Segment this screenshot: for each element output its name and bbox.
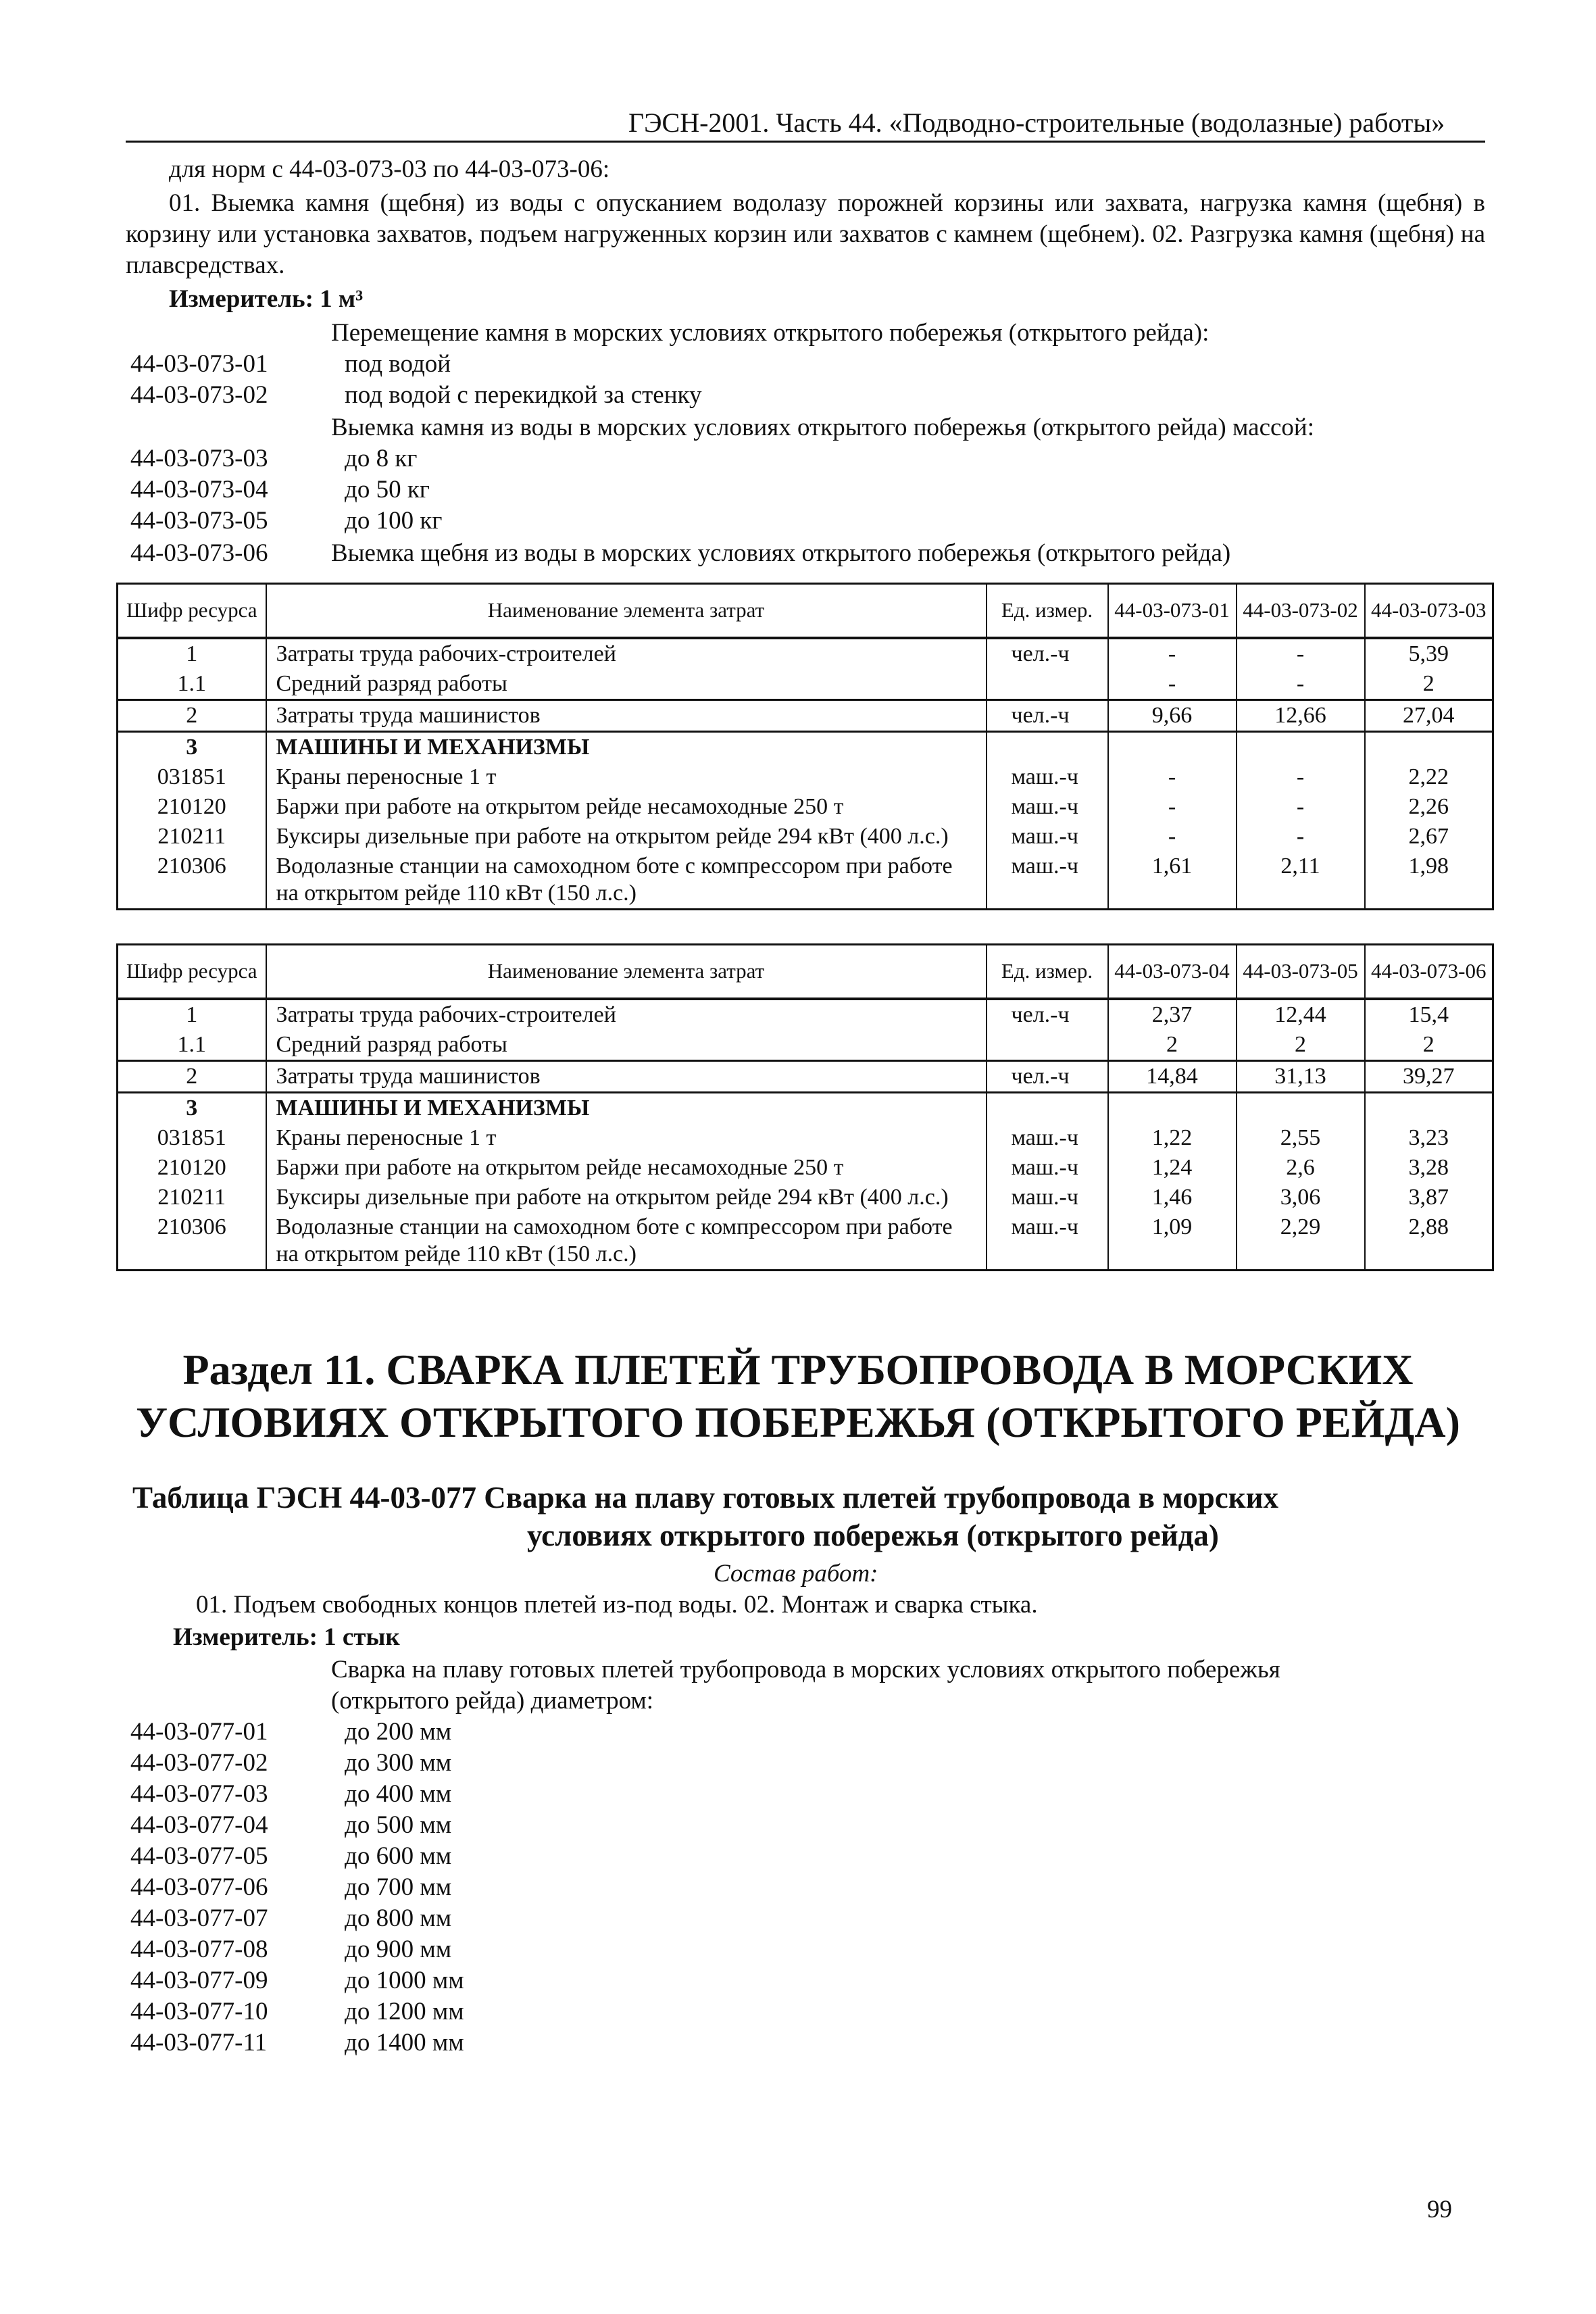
table-title-line1: Таблица ГЭСН 44-03-077 Сварка на плаву готовых плетей трубопровода в морских (132, 1481, 1279, 1515)
header-unit: Ед. измер. (987, 584, 1108, 638)
norm-text: до 800 мм (345, 1904, 452, 1932)
norm-value (1365, 731, 1493, 762)
table-row (118, 1212, 1493, 1271)
norm-code: 44-03-073-02 (130, 381, 268, 409)
resource-code: 2 (118, 1060, 266, 1092)
resource-code: 1 (118, 999, 266, 1030)
header-norm-column: 44-03-073-01 (1108, 584, 1237, 638)
norm-text: Выемка щебня из воды в морских условиях открытого побережья (открытого рейда) (331, 539, 1231, 567)
resource-code: 3 (118, 731, 266, 762)
norm-value: 2 (1237, 1030, 1365, 1061)
header-norm-column: 44-03-073-04 (1108, 945, 1237, 999)
unit: маш.-ч (987, 1153, 1108, 1183)
resource-code: 1 (118, 638, 266, 669)
resource-code: 1.1 (118, 1030, 266, 1061)
table-row (118, 762, 1493, 792)
norm-code: 44-03-073-05 (130, 507, 268, 535)
norm-code: 44-03-077-07 (130, 1904, 268, 1932)
unit: чел.-ч (987, 1060, 1108, 1092)
table-row (118, 731, 1493, 762)
norm-code: 44-03-073-01 (130, 350, 268, 378)
norm-value: 9,66 (1108, 699, 1237, 731)
group-title-line2: (открытого рейда) диаметром: (331, 1687, 654, 1715)
norm-value: 2 (1108, 1030, 1237, 1061)
norm-value: 3,23 (1365, 1123, 1493, 1153)
unit: маш.-ч (987, 762, 1108, 792)
norm-text: до 100 кг (345, 507, 443, 535)
norm-value: 39,27 (1365, 1060, 1493, 1092)
table-title-line2: условиях открытого побережья (открытого рейда) (527, 1519, 1219, 1552)
norm-code: 44-03-077-09 (130, 1967, 268, 1994)
unit: маш.-ч (987, 1212, 1108, 1271)
norm-code: 44-03-077-11 (130, 2029, 268, 2057)
cost-element: Затраты труда рабочих-строителей (266, 999, 987, 1030)
group-title-line1: Сварка на плаву готовых плетей трубопровода в морских условиях открытого побережья (331, 1656, 1280, 1683)
norm-value: 15,4 (1365, 999, 1493, 1030)
cost-element: Краны переносные 1 т (266, 1123, 987, 1153)
resource-code: 3 (118, 1092, 266, 1123)
table-row (118, 1030, 1493, 1061)
norm-text: до 600 мм (345, 1842, 452, 1870)
measure-unit: Измеритель: 1 м³ (169, 285, 364, 313)
norm-code: 44-03-077-06 (130, 1873, 268, 1901)
header-cost-element: Наименование элемента затрат (266, 945, 987, 999)
cost-element: Затраты труда машинистов (266, 1060, 987, 1092)
cost-element: Средний разряд работы (266, 669, 987, 700)
unit: маш.-ч (987, 792, 1108, 822)
norm-text: до 700 мм (345, 1873, 452, 1901)
norm-code: 44-03-077-03 (130, 1780, 268, 1808)
resource-code: 210120 (118, 1153, 266, 1183)
resource-code: 031851 (118, 762, 266, 792)
resource-code: 2 (118, 699, 266, 731)
norm-code: 44-03-077-05 (130, 1842, 268, 1870)
norm-text: до 200 мм (345, 1718, 452, 1746)
table-row (118, 852, 1493, 910)
group2-title: Выемка камня из воды в морских условиях открытого побережья (открытого рейда) массой: (331, 414, 1315, 441)
norm-value: 14,84 (1108, 1060, 1237, 1092)
header-norm-column: 44-03-073-05 (1237, 945, 1365, 999)
norm-text: до 1200 мм (345, 1998, 464, 2025)
table-row (118, 1060, 1493, 1092)
norm-value (1365, 1092, 1493, 1123)
norm-value: - (1108, 762, 1237, 792)
norm-value: 2,55 (1237, 1123, 1365, 1153)
norm-value: 12,44 (1237, 999, 1365, 1030)
norm-code: 44-03-077-01 (130, 1718, 268, 1746)
norm-text: до 1400 мм (345, 2029, 464, 2057)
unit: чел.-ч (987, 699, 1108, 731)
norm-value: 1,61 (1108, 852, 1237, 910)
norm-value: 2 (1365, 1030, 1493, 1061)
norm-value (1108, 1092, 1237, 1123)
norm-code: 44-03-077-10 (130, 1998, 268, 2025)
table-row (118, 1153, 1493, 1183)
norm-text: до 1000 мм (345, 1967, 464, 1994)
norm-value: - (1237, 822, 1365, 852)
norm-value (1108, 731, 1237, 762)
norm-value: 1,22 (1108, 1123, 1237, 1153)
table-row (118, 638, 1493, 669)
header-norm-column: 44-03-073-02 (1237, 584, 1365, 638)
unit: маш.-ч (987, 852, 1108, 910)
header-norm-column: 44-03-073-06 (1365, 945, 1493, 999)
cost-element: Баржи при работе на открытом рейде несамоходные 250 т (266, 792, 987, 822)
norm-value: - (1237, 638, 1365, 669)
table-row (118, 1092, 1493, 1123)
running-header: ГЭСН-2001. Часть 44. «Подводно-строительные (водолазные) работы» (628, 107, 1445, 138)
cost-element: Буксиры дизельные при работе на открытом рейде 294 кВт (400 л.с.) (266, 822, 987, 852)
norm-value: - (1108, 669, 1237, 700)
table-row (118, 822, 1493, 852)
norm-value: 2,22 (1365, 762, 1493, 792)
header-resource-code: Шифр ресурса (118, 584, 266, 638)
norm-value: - (1237, 669, 1365, 700)
resource-table-2 (116, 943, 1494, 1271)
norm-value: - (1108, 638, 1237, 669)
measure-unit: Измеритель: 1 стык (173, 1623, 400, 1651)
norm-value: - (1108, 792, 1237, 822)
header-unit: Ед. измер. (987, 945, 1108, 999)
norms-line: для норм с 44-03-073-03 по 44-03-073-06: (169, 155, 610, 183)
page-number: 99 (1427, 2196, 1452, 2223)
cost-element: Затраты труда машинистов (266, 699, 987, 731)
norm-value: 1,24 (1108, 1153, 1237, 1183)
cost-element: Краны переносные 1 т (266, 762, 987, 792)
table-row (118, 1183, 1493, 1212)
cost-element: Буксиры дизельные при работе на открытом рейде 294 кВт (400 л.с.) (266, 1183, 987, 1212)
table-row (118, 792, 1493, 822)
norm-value: 3,06 (1237, 1183, 1365, 1212)
work-composition-text: 01. Подъем свободных концов плетей из-под воды. 02. Монтаж и сварка стыка. (196, 1591, 1038, 1619)
norm-value: - (1237, 762, 1365, 792)
norm-code: 44-03-073-03 (130, 445, 268, 472)
unit: чел.-ч (987, 638, 1108, 669)
resource-code: 210120 (118, 792, 266, 822)
table-row (118, 699, 1493, 731)
cost-element: МАШИНЫ И МЕХАНИЗМЫ (266, 731, 987, 762)
unit: маш.-ч (987, 1123, 1108, 1153)
resource-code: 210211 (118, 822, 266, 852)
work-caption: Состав работ: (714, 1560, 878, 1587)
section-title-line1: Раздел 11. СВАРКА ПЛЕТЕЙ ТРУБОПРОВОДА В МОРСКИХ (182, 1346, 1414, 1394)
norm-value: 2,67 (1365, 822, 1493, 852)
unit (987, 1092, 1108, 1123)
unit (987, 669, 1108, 700)
work-composition-text: 01. Выемка камня (щебня) из воды с опусканием водолазу порожней корзины или захвата, нагрузка камня (щебня) в корзину или установка захватов, подъем нагруженных корзин или захватов с камнем (щебнем). 02. Разгрузка камня (щебня) на плавсредствах. (126, 189, 1485, 279)
unit: чел.-ч (987, 999, 1108, 1030)
norm-text: до 50 кг (345, 476, 430, 503)
group1-title: Перемещение камня в морских условиях открытого побережья (открытого рейда): (331, 319, 1210, 347)
norm-value: 12,66 (1237, 699, 1365, 731)
norm-value: 27,04 (1365, 699, 1493, 731)
norm-text: до 300 мм (345, 1749, 452, 1777)
norm-code: 44-03-073-04 (130, 476, 268, 503)
norm-value: 2,29 (1237, 1212, 1365, 1271)
unit (987, 731, 1108, 762)
norm-value: 1,98 (1365, 852, 1493, 910)
norm-value (1237, 1092, 1365, 1123)
norm-value: 2,6 (1237, 1153, 1365, 1183)
norm-code: 44-03-077-04 (130, 1811, 268, 1839)
section-title-line2: УСЛОВИЯХ ОТКРЫТОГО ПОБЕРЕЖЬЯ (ОТКРЫТОГО РЕЙДА) (136, 1398, 1460, 1446)
unit: маш.-ч (987, 822, 1108, 852)
norm-code: 44-03-073-06 (130, 539, 268, 567)
norm-text: до 500 мм (345, 1811, 452, 1839)
norm-value: 1,09 (1108, 1212, 1237, 1271)
unit: маш.-ч (987, 1183, 1108, 1212)
norm-text: под водой с перекидкой за стенку (345, 381, 702, 409)
norm-text: до 400 мм (345, 1780, 452, 1808)
norm-value: 5,39 (1365, 638, 1493, 669)
norm-code: 44-03-077-08 (130, 1936, 268, 1963)
resource-table-1 (116, 583, 1494, 910)
norm-text: до 8 кг (345, 445, 418, 472)
resource-code: 210306 (118, 1212, 266, 1271)
norm-value: 2 (1365, 669, 1493, 700)
norm-value: 31,13 (1237, 1060, 1365, 1092)
norm-value: 2,11 (1237, 852, 1365, 910)
norm-value: - (1108, 822, 1237, 852)
cost-element: Затраты труда рабочих-строителей (266, 638, 987, 669)
cost-element: Средний разряд работы (266, 1030, 987, 1061)
table-row (118, 669, 1493, 700)
norm-value: - (1237, 792, 1365, 822)
cost-element: Водолазные станции на самоходном боте с компрессором при работе на открытом рейде 110 кВт (150 л.с.) (266, 1212, 987, 1271)
header-cost-element: Наименование элемента затрат (266, 584, 987, 638)
header-norm-column: 44-03-073-03 (1365, 584, 1493, 638)
norm-code: 44-03-077-02 (130, 1749, 268, 1777)
resource-code: 210211 (118, 1183, 266, 1212)
table-row (118, 1123, 1493, 1153)
norm-value: 1,46 (1108, 1183, 1237, 1212)
norm-value: 3,87 (1365, 1183, 1493, 1212)
norm-value (1237, 731, 1365, 762)
resource-code: 1.1 (118, 669, 266, 700)
norm-value: 3,28 (1365, 1153, 1493, 1183)
norm-value: 2,37 (1108, 999, 1237, 1030)
resource-code: 210306 (118, 852, 266, 910)
header-resource-code: Шифр ресурса (118, 945, 266, 999)
norm-value: 2,88 (1365, 1212, 1493, 1271)
header-rule (126, 141, 1485, 143)
resource-code: 031851 (118, 1123, 266, 1153)
norm-value: 2,26 (1365, 792, 1493, 822)
norm-text: до 900 мм (345, 1936, 452, 1963)
cost-element: МАШИНЫ И МЕХАНИЗМЫ (266, 1092, 987, 1123)
table-row (118, 999, 1493, 1030)
norm-text: под водой (345, 350, 451, 378)
unit (987, 1030, 1108, 1061)
cost-element: Водолазные станции на самоходном боте с компрессором при работе на открытом рейде 110 кВт (150 л.с.) (266, 852, 987, 910)
cost-element: Баржи при работе на открытом рейде несамоходные 250 т (266, 1153, 987, 1183)
